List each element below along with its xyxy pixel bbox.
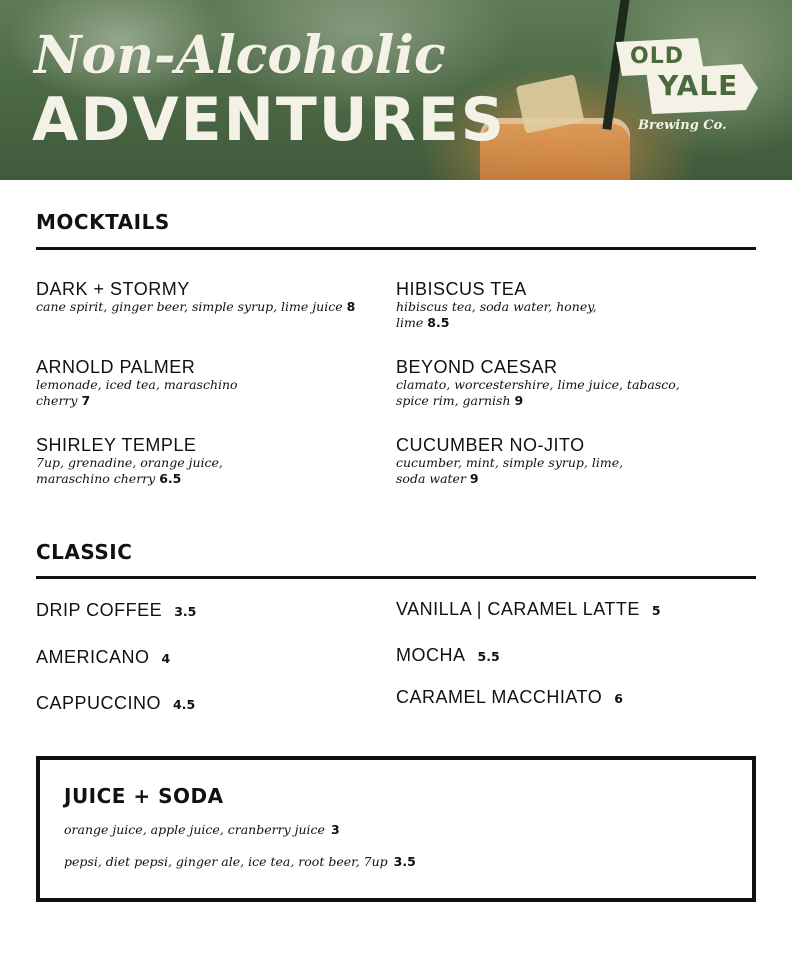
title-bold: ADVENTURES bbox=[32, 85, 506, 155]
menu-item bbox=[36, 435, 356, 487]
item-description: hibiscus tea, soda water, honey, lime 8.5 bbox=[396, 299, 597, 330]
item-name: DARK + STORMY bbox=[36, 279, 190, 299]
juice-soda-box bbox=[36, 756, 756, 902]
item-name: CUCUMBER NO-JITO bbox=[396, 435, 585, 455]
item-description: 7up, grenadine, orange juice, maraschino cherry 6.5 bbox=[36, 455, 223, 486]
section-divider bbox=[36, 576, 756, 579]
item-price: 9 bbox=[514, 393, 524, 408]
menu-item bbox=[396, 645, 500, 666]
item-price: 6.5 bbox=[159, 471, 182, 486]
item-name: ARNOLD PALMER bbox=[36, 357, 196, 377]
menu-item bbox=[36, 600, 196, 621]
section-title-classic: CLASSIC bbox=[36, 540, 133, 564]
item-description: lemonade, iced tea, maraschino cherry 7 bbox=[36, 377, 238, 408]
item-name: HIBISCUS TEA bbox=[396, 279, 527, 299]
item-name: MOCHA bbox=[396, 645, 466, 665]
menu-item bbox=[36, 693, 195, 714]
item-name: AMERICANO bbox=[36, 647, 150, 667]
item-description: clamato, worcestershire, lime juice, tabasco, spice rim, garnish 9 bbox=[396, 377, 680, 408]
logo-text-old: OLD bbox=[630, 44, 684, 69]
item-price: 4 bbox=[161, 651, 171, 666]
item-name: SHIRLEY TEMPLE bbox=[36, 435, 197, 455]
menu-item bbox=[396, 435, 716, 487]
header-banner bbox=[0, 0, 792, 180]
item-price: 5 bbox=[651, 603, 661, 618]
menu-item bbox=[396, 687, 623, 708]
item-price: 8.5 bbox=[427, 315, 450, 330]
item-name: BEYOND CAESAR bbox=[396, 357, 558, 377]
item-description: cane spirit, ginger beer, simple syrup, lime juice 8 bbox=[36, 299, 356, 314]
item-name: VANILLA | CARAMEL LATTE bbox=[396, 599, 640, 619]
item-price: 3.5 bbox=[174, 604, 197, 619]
item-price: 3 bbox=[330, 822, 340, 837]
item-name: DRIP COFFEE bbox=[36, 600, 163, 620]
menu-item bbox=[396, 279, 716, 331]
juice-soda-line: pepsi, diet pepsi, ginger ale, ice tea, root beer, 7up 3.5 bbox=[64, 854, 416, 869]
section-title-juice-soda: JUICE + SODA bbox=[64, 784, 224, 808]
old-yale-logo bbox=[612, 36, 762, 146]
item-price: 5.5 bbox=[477, 649, 500, 664]
item-price: 6 bbox=[614, 691, 623, 706]
item-price: 3.5 bbox=[393, 854, 416, 869]
logo-text-brewing: Brewing Co. bbox=[638, 118, 727, 133]
item-description: cucumber, mint, simple syrup, lime, soda water 9 bbox=[396, 455, 624, 486]
item-price: 4.5 bbox=[173, 697, 196, 712]
section-divider bbox=[36, 247, 756, 250]
item-price: 8 bbox=[346, 299, 356, 314]
item-name: CAPPUCCINO bbox=[36, 693, 162, 713]
juice-soda-line: orange juice, apple juice, cranberry juice 3 bbox=[64, 822, 340, 837]
section-title-mocktails: MOCKTAILS bbox=[36, 210, 170, 234]
menu-item bbox=[396, 599, 661, 620]
title-script: Non-Alcoholic bbox=[34, 25, 446, 86]
menu-item bbox=[36, 357, 356, 409]
item-price: 9 bbox=[469, 471, 479, 486]
menu-item bbox=[36, 279, 356, 315]
menu-item bbox=[396, 357, 716, 409]
logo-text-yale: YALE bbox=[658, 69, 739, 102]
menu-item bbox=[36, 647, 170, 668]
item-name: CARAMEL MACCHIATO bbox=[396, 687, 603, 707]
item-price: 7 bbox=[81, 393, 91, 408]
